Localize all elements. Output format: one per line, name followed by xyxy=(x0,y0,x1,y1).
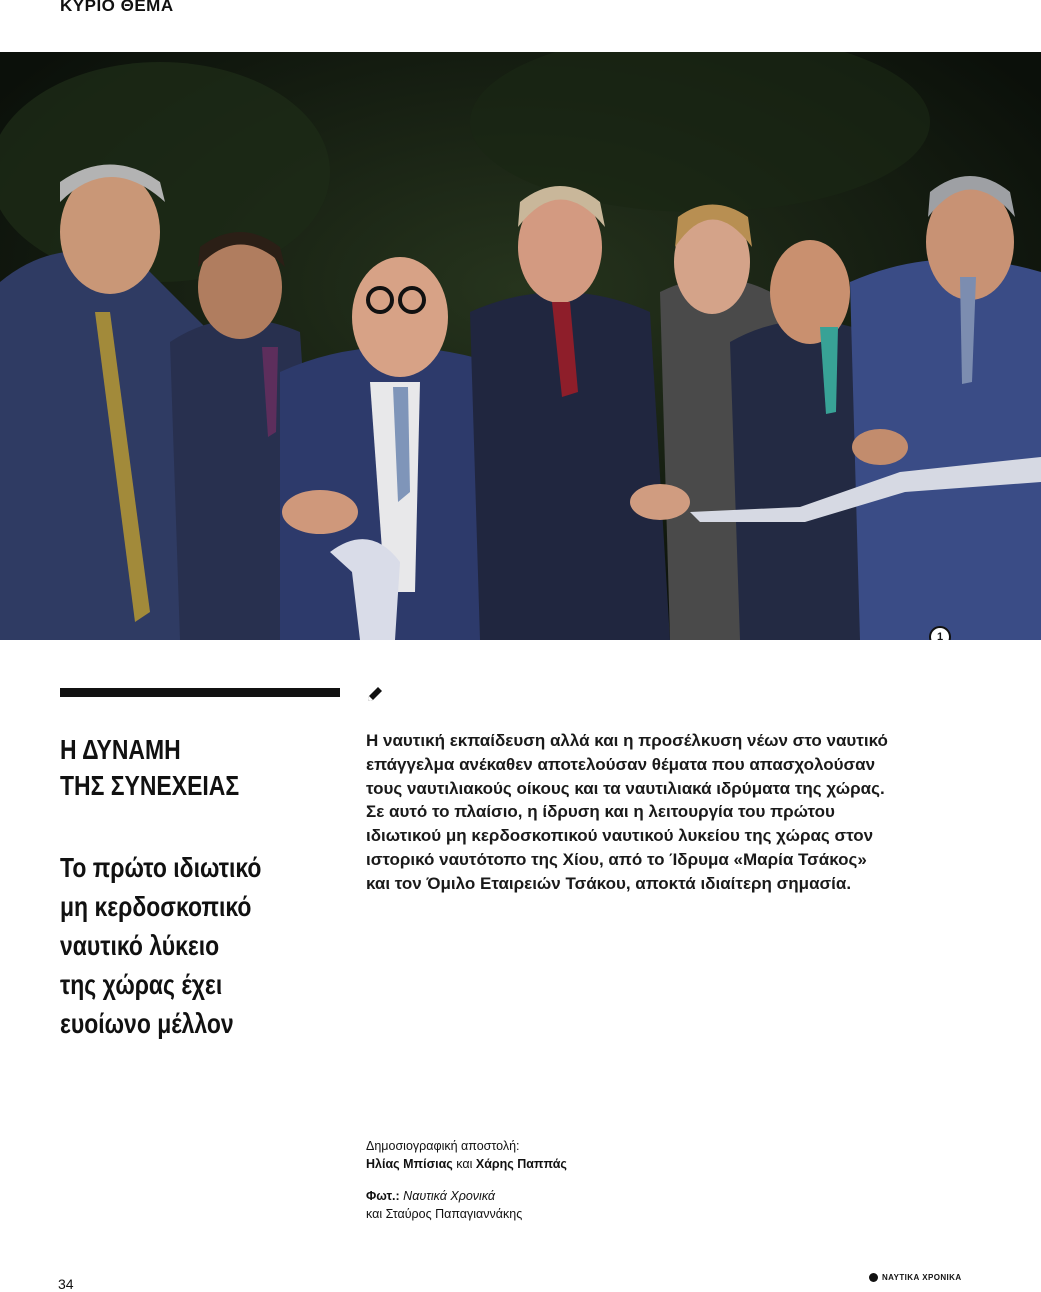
authors-conjunction: και xyxy=(456,1157,473,1171)
footer-brand-name: ΝΑΥΤΙΚΑ ΧΡΟΝΙΚΑ xyxy=(882,1273,962,1282)
section-label: ΚΥΡΙΟ ΘΕΜΑ xyxy=(60,0,174,15)
author-1: Ηλίας Μπίσιας xyxy=(366,1157,453,1171)
authors-line xyxy=(366,1155,567,1173)
photo-credit-name: και Σταύρος Παπαγιαννάκης xyxy=(366,1207,523,1221)
photo-label: Φωτ.: xyxy=(366,1189,400,1203)
article-headline: Η ΔΥΝΑΜΗ ΤΗΣ ΣΥΝΕΧΕΙΑΣ xyxy=(60,734,240,801)
photo-number-badge: 1 xyxy=(929,626,951,640)
ribbon-cutting-photo xyxy=(0,52,1041,640)
pencil-icon xyxy=(366,685,384,703)
footer-brand xyxy=(869,1273,962,1282)
article-credits xyxy=(366,1137,567,1223)
page-number: 34 xyxy=(58,1276,74,1292)
photo-source: Ναυτικά Χρονικά xyxy=(403,1189,496,1203)
photo-credit-line xyxy=(366,1187,567,1205)
mission-label: Δημοσιογραφική αποστολή: xyxy=(366,1139,520,1153)
brand-logo-icon xyxy=(869,1273,878,1282)
article-subhead: Το πρώτο ιδιωτικό μη κερδοσκοπικό ναυτικό λύκειο της χώρας έχει ευοίωνο μέλλον xyxy=(60,852,262,1039)
author-2: Χάρης Παππάς xyxy=(475,1157,567,1171)
article-lead: Η ναυτική εκπαίδευση αλλά και η προσέλκυση νέων στο ναυτικό επάγγελμα ανέκαθεν αποτελούσαν θέματα που απασχολούσαν τους ναυτιλιακούς οίκους και τα ναυτιλιακά ιδρύματα της χώρας. Σε αυτό το πλαίσιο, η ίδρυση και η λειτουργία του πρώτου ιδιωτικού μη κερδοσκοπικού ναυτικού λυκείου της χώρας στον ιστορικό ναυτότοπο της Χίου, από το Ίδρυμα «Μαρία Τσάκος» και τον Όμιλο Εταιρειών Τσάκου, αποκτά ιδιαίτερη σημασία. xyxy=(366,731,888,893)
heading-rule xyxy=(60,688,340,697)
